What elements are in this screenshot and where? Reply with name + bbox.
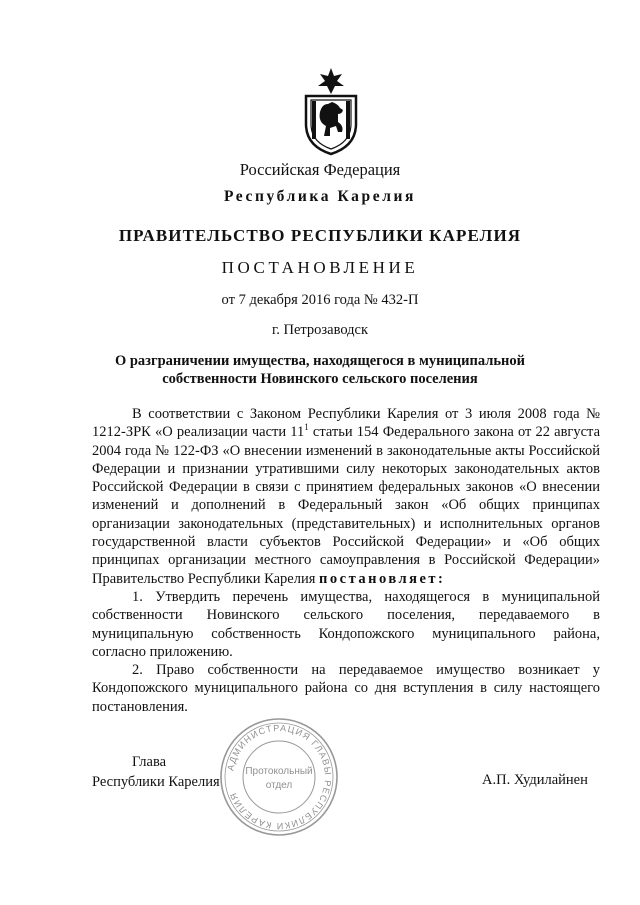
heading-line-1: О разграничении имущества, находящегося в муниципальной: [114, 353, 526, 369]
document-heading: [100, 352, 540, 388]
document-type: ПОСТАНОВЛЕНИЕ: [221, 258, 419, 277]
coat-of-arms-emblem: [298, 66, 364, 156]
country-name: Российская Федерация: [239, 160, 401, 179]
item-1-paragraph: 1. Утвердить перечень имущества, находящегося в муниципальной собственности Новинского сельского поселения, передаваемого в муниципальную собственность Кондопожского муниципального района, согласно приложению.: [92, 588, 600, 660]
document-body: [92, 405, 600, 716]
document-city: г. Петрозаводск: [271, 322, 369, 338]
heading-line-2: собственности Новинского сельского поселения: [162, 371, 478, 387]
signatory-name: А.П. Худилайнен: [482, 772, 588, 788]
signatory-title: [92, 752, 220, 792]
official-stamp: [218, 716, 340, 838]
signatory-title-line-1: Глава: [132, 754, 167, 770]
stamp-center-line-2: отдел: [265, 780, 293, 791]
decree-word: постановляет:: [319, 570, 446, 587]
signatory-title-line-2: Республики Карелия: [92, 774, 220, 790]
preamble-superscript: 1: [304, 422, 309, 433]
preamble-paragraph: [92, 405, 600, 588]
stamp-center-line-1: Протокольный: [245, 766, 313, 777]
item-2-paragraph: 2. Право собственности на передаваемое имущество возникает у Кондопожского муниципального района со дня вступления в силу настоящего постановления.: [92, 662, 600, 715]
government-title: ПРАВИТЕЛЬСТВО РЕСПУБЛИКИ КАРЕЛИЯ: [118, 226, 522, 245]
republic-name: Республика Карелия: [223, 188, 417, 205]
preamble-text-b: статьи 154 Федерального закона от 22 августа 2004 года № 122-ФЗ «О внесении изменений в законодательные акты Российской Федерации и признании утратившими силу некоторых законодательных актов Российской Федерации в связи с принятием федеральных законов «О внесении изменений и дополнений в Федеральный закон «Об общих принципах организации законодательных (представительных) и исполнительных органов государственной власти субъектов Российской Федерации» и «Об общих принципах организации местного самоуправления в Российской Федерации» Правительство Республики Карелия: [92, 424, 601, 587]
document-date-number: от 7 декабря 2016 года № 432-П: [221, 292, 419, 308]
stamp-ring-text: АДМИНИСТРАЦИЯ ГЛАВЫ РЕСПУБЛИКИ КАРЕЛИЯ: [225, 722, 334, 832]
preamble-text-a: В соответствии с Законом Республики Карелия от 3 июля 2008 года № 1212-ЗРК «О реализации части 11: [92, 406, 600, 441]
